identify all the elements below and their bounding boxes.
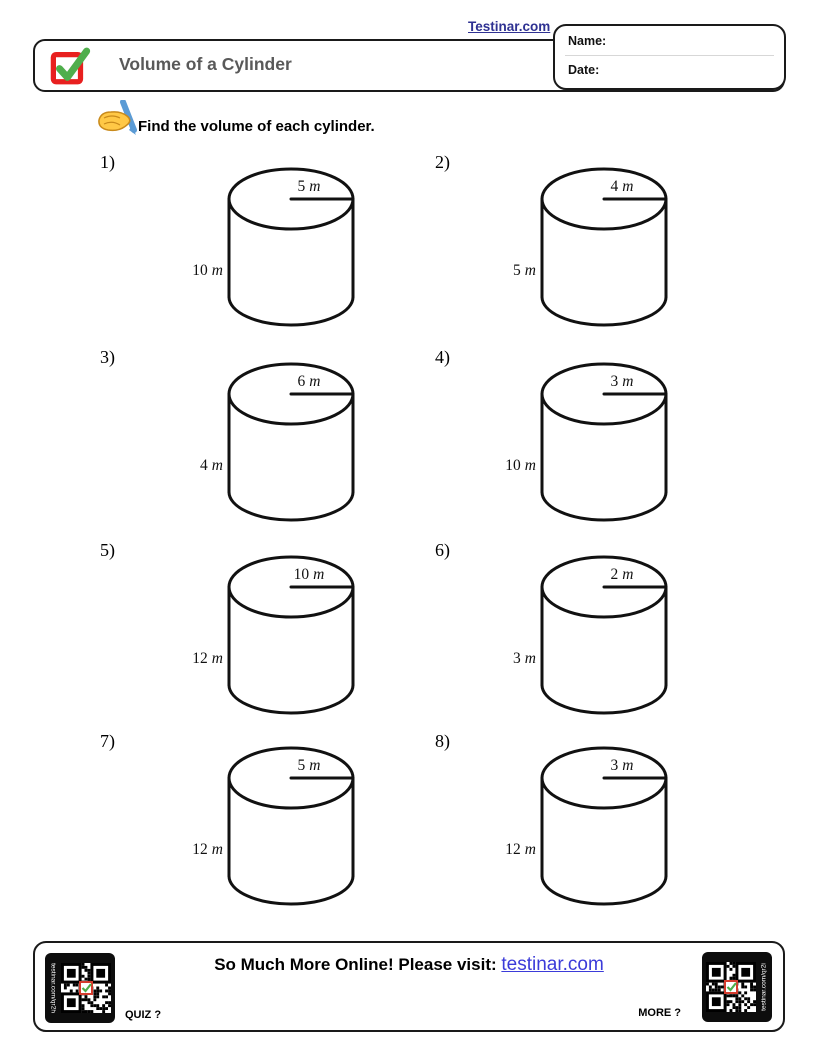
radius-label: 6 m bbox=[297, 373, 321, 390]
name-date-divider bbox=[565, 55, 774, 56]
height-label: 12 m bbox=[192, 650, 223, 667]
cylinder-figure bbox=[444, 159, 694, 331]
height-label: 4 m bbox=[200, 457, 223, 474]
problem-8 bbox=[430, 731, 765, 923]
more-label: MORE ? bbox=[638, 1007, 681, 1019]
checkbox-logo-icon bbox=[49, 45, 91, 87]
radius-label: 10 m bbox=[293, 566, 325, 583]
radius-label: 2 m bbox=[610, 566, 634, 583]
problem-1 bbox=[95, 152, 430, 344]
height-label: 5 m bbox=[513, 262, 536, 279]
cylinder-figure bbox=[131, 738, 381, 910]
problem-2 bbox=[430, 152, 765, 344]
problem-4 bbox=[430, 347, 765, 539]
name-date-box bbox=[553, 24, 786, 90]
footer-message bbox=[35, 954, 783, 976]
qr-code-more bbox=[702, 952, 772, 1022]
radius-label: 3 m bbox=[610, 757, 634, 774]
problem-5 bbox=[95, 540, 430, 732]
radius-label: 4 m bbox=[610, 178, 634, 195]
height-label: 12 m bbox=[505, 841, 536, 858]
problem-number: 8) bbox=[435, 731, 450, 751]
cylinder-figure bbox=[131, 547, 381, 719]
qr-right-caption: testinar.com/qr2i bbox=[760, 963, 768, 1011]
cylinder-figure bbox=[131, 159, 381, 331]
cylinder-figure bbox=[131, 354, 381, 526]
problem-number: 1) bbox=[100, 152, 115, 172]
problem-number: 2) bbox=[435, 152, 450, 172]
cylinder-figure bbox=[444, 354, 694, 526]
radius-label: 5 m bbox=[297, 178, 321, 195]
height-label: 3 m bbox=[513, 650, 536, 667]
height-label: 12 m bbox=[192, 841, 223, 858]
problem-number: 3) bbox=[100, 347, 115, 367]
footer-message-text: So Much More Online! Please visit: bbox=[214, 955, 497, 974]
cylinder-figure bbox=[444, 547, 694, 719]
cylinder-figure bbox=[444, 738, 694, 910]
problem-7 bbox=[95, 731, 430, 923]
footer-bar bbox=[33, 941, 785, 1032]
problem-number: 7) bbox=[100, 731, 115, 751]
quiz-label: QUIZ ? bbox=[125, 1009, 162, 1021]
radius-label: 3 m bbox=[610, 373, 634, 390]
qr-pattern-icon bbox=[706, 962, 756, 1012]
problem-number: 4) bbox=[435, 347, 450, 367]
instruction-text: Find the volume of each cylinder. bbox=[138, 118, 375, 135]
testinar-footer-link[interactable]: testinar.com bbox=[501, 954, 604, 975]
testinar-top-link[interactable]: Testinar.com bbox=[468, 19, 551, 34]
qr-left-caption: testinar.com/qr2h bbox=[49, 963, 57, 1013]
radius-label: 5 m bbox=[297, 757, 321, 774]
problem-3 bbox=[95, 347, 430, 539]
hand-pencil-icon bbox=[96, 100, 142, 138]
height-label: 10 m bbox=[192, 262, 223, 279]
problem-number: 6) bbox=[435, 540, 450, 560]
height-label: 10 m bbox=[505, 457, 536, 474]
date-label: Date: bbox=[568, 63, 600, 77]
problem-6 bbox=[430, 540, 765, 732]
problem-number: 5) bbox=[100, 540, 115, 560]
page-title: Volume of a Cylinder bbox=[119, 54, 292, 74]
name-label: Name: bbox=[568, 34, 607, 48]
